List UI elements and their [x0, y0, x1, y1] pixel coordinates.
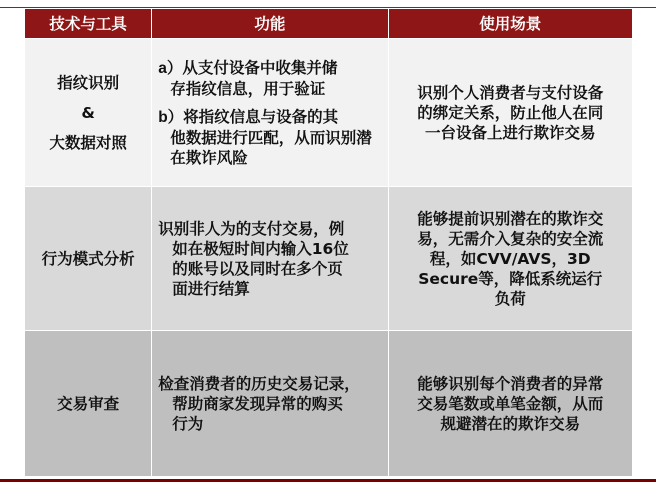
function-line: 的账号以及同时在多个页: [172, 259, 343, 278]
function-cell: [152, 331, 388, 477]
use-case-line: 规避潜在的欺诈交易: [440, 414, 581, 433]
tool-name-amp: &: [81, 103, 95, 122]
use-case-cell: [388, 331, 632, 477]
function-item-label: a）: [158, 59, 183, 77]
function-cell: [152, 187, 388, 331]
function-item-rest: 存指纹信息，用于验证: [170, 79, 326, 98]
table-row: [25, 39, 633, 187]
use-case-line: 易，无需介入复杂的安全流: [417, 229, 604, 248]
use-case-line: 程，如CVV/AVS，3D: [429, 249, 591, 268]
tool-name-line2: 大数据对照: [49, 133, 127, 152]
tool-name: 交易审查: [57, 394, 120, 413]
tool-cell: [25, 39, 152, 187]
function-line: 面进行结算: [172, 279, 250, 298]
use-case-line: 交易笔数或单笔金额，从而: [417, 394, 604, 413]
function-line: 如在极短时间内输入16位: [172, 239, 349, 258]
function-text: [158, 374, 383, 434]
tool-cell: [25, 331, 152, 477]
function-item-b: [158, 107, 383, 168]
function-item-first: 将指纹信息与设备的其: [183, 107, 339, 126]
use-case-line: 的绑定关系，防止他人在同: [417, 103, 604, 122]
use-case-line: 能够提前识别潜在的欺诈交: [417, 209, 604, 228]
function-line: 检查消费者的历史交易记录，: [158, 374, 360, 393]
use-case-line: 一台设备上进行欺诈交易: [425, 123, 596, 142]
function-line: 帮助商家发现异常的购买: [172, 394, 343, 413]
header-function: 功能: [152, 9, 388, 39]
tool-cell: [25, 187, 152, 331]
tool-name: 行为模式分析: [41, 249, 135, 268]
use-case-line: 负荷: [494, 289, 526, 308]
function-line: 行为: [172, 414, 204, 433]
use-case-line: 识别个人消费者与支付设备: [417, 83, 604, 102]
function-item-a: [158, 58, 383, 99]
header-use-case: 使用场景: [388, 9, 632, 39]
function-item-first: 从支付设备中收集并储: [182, 58, 338, 77]
feature-table: [24, 8, 633, 477]
header-row: [25, 9, 633, 39]
use-case-line: Secure等，降低系统运行: [418, 269, 603, 288]
bottom-rule: [0, 479, 656, 482]
function-item-label: b）: [158, 108, 184, 126]
table-row: [25, 331, 633, 477]
function-cell: [152, 39, 388, 187]
use-case-cell: [388, 187, 632, 331]
use-case-line: 能够识别每个消费者的异常: [417, 374, 604, 393]
header-tools: 技术与工具: [25, 9, 152, 39]
function-line: 识别非人为的支付交易，例: [158, 219, 345, 238]
table-row: [25, 187, 633, 331]
function-text: [158, 219, 383, 299]
function-item-rest: 他数据进行匹配，从而识别潜在欺诈风险: [170, 128, 372, 167]
use-case-cell: [388, 39, 632, 187]
tool-name-line1: 指纹识别: [57, 73, 120, 92]
